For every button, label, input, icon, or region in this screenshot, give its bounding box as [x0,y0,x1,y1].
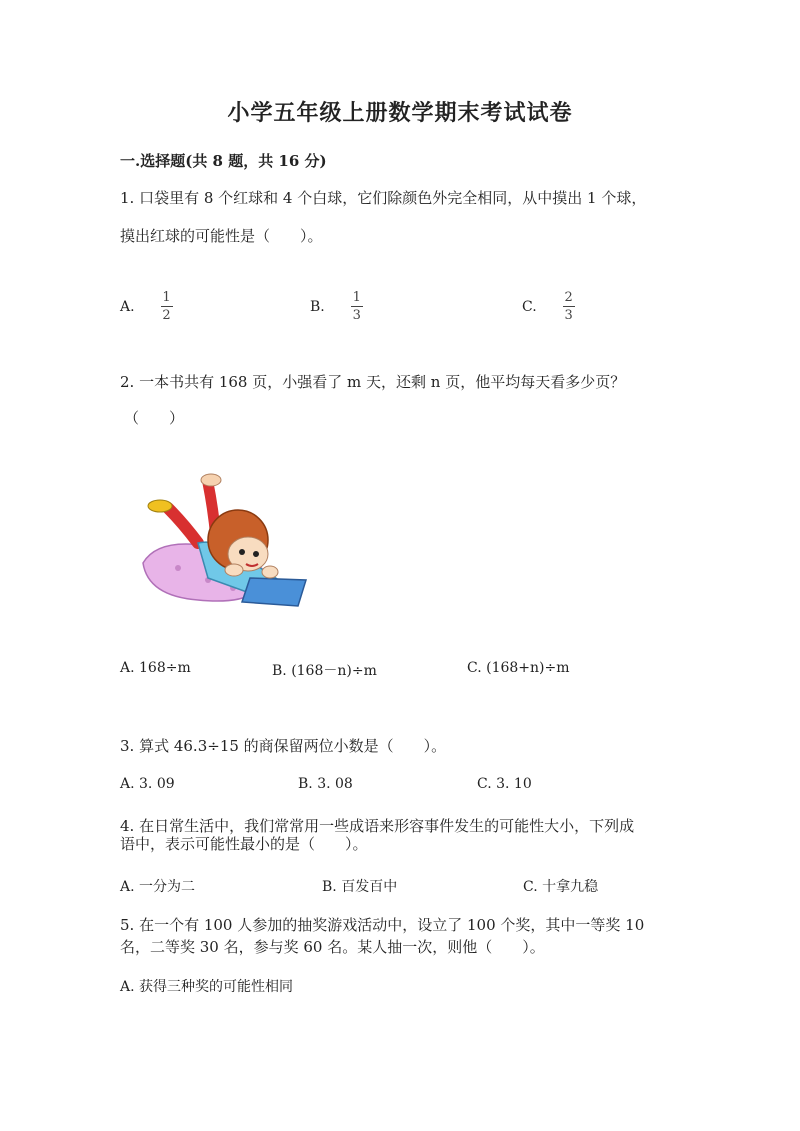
question-2-line-1: 2. 一本书共有 168 页，小强看了 m 天，还剩 n 页，他平均每天看多少页？ [120,373,626,391]
question-3-option-a[interactable]: A. 3. 09 [120,776,175,792]
question-1-line-1: 1. 口袋里有 8 个红球和 4 个白球，它们除颜色外完全相同，从中摸出 1 个球， [120,189,647,207]
fraction-denominator: 2 [162,308,171,323]
question-1-line-2: 摸出红球的可能性是（ ）。 [120,227,323,245]
question-2-option-c[interactable]: C. (168+n)÷m [467,660,570,676]
fraction-numerator: 1 [162,290,171,305]
question-2-option-b[interactable]: B. (168－n)÷m [272,663,377,679]
section-heading: 一.选择题(共 8 题，共 16 分) [120,152,327,170]
fraction [563,290,575,323]
question-4-option-b[interactable]: B. 百发百中 [322,879,398,895]
question-4-line-1: 4. 在日常生活中，我们常常用一些成语来形容事件发生的可能性大小，下列成 [120,817,635,835]
question-2-option-a[interactable]: A. 168÷m [120,660,191,676]
question-3-option-c[interactable]: C. 3. 10 [477,776,532,792]
question-5-line-2: 名，二等奖 30 名，参与奖 60 名。某人抽一次，则他（ ）。 [120,938,545,956]
option-label: C. [522,298,537,315]
fraction-denominator: 3 [352,308,361,323]
question-4-option-a[interactable]: A. 一分为二 [120,879,196,895]
question-1-option-c[interactable] [522,290,575,323]
option-label: B. [310,298,325,315]
fraction-denominator: 3 [564,308,573,323]
fraction-bar [563,306,575,307]
fraction-numerator: 2 [564,290,573,305]
page-title: 小学五年级上册数学期末考试试卷 [227,100,573,126]
question-1-option-a[interactable] [120,290,173,323]
fraction [351,290,363,323]
fraction-bar [161,306,173,307]
fraction [161,290,173,323]
question-1-option-b[interactable] [310,290,363,323]
child-reading-illustration [138,468,318,618]
question-3-option-b[interactable]: B. 3. 08 [298,776,353,792]
question-3-line-1: 3. 算式 46.3÷15 的商保留两位小数是（ ）。 [120,737,447,755]
fraction-bar [351,306,363,307]
fraction-numerator: 1 [352,290,361,305]
question-5-option-a[interactable]: A. 获得三种奖的可能性相同 [120,979,294,995]
option-label: A. [120,298,135,315]
question-5-line-1: 5. 在一个有 100 人参加的抽奖游戏活动中，设立了 100 个奖，其中一等奖 10 [120,916,645,934]
book-shape [242,578,306,606]
question-4-line-2: 语中，表示可能性最小的是（ ）。 [120,835,368,853]
question-4-option-c[interactable]: C. 十拿九稳 [523,879,599,895]
question-2-line-2: （ ） [124,409,185,427]
